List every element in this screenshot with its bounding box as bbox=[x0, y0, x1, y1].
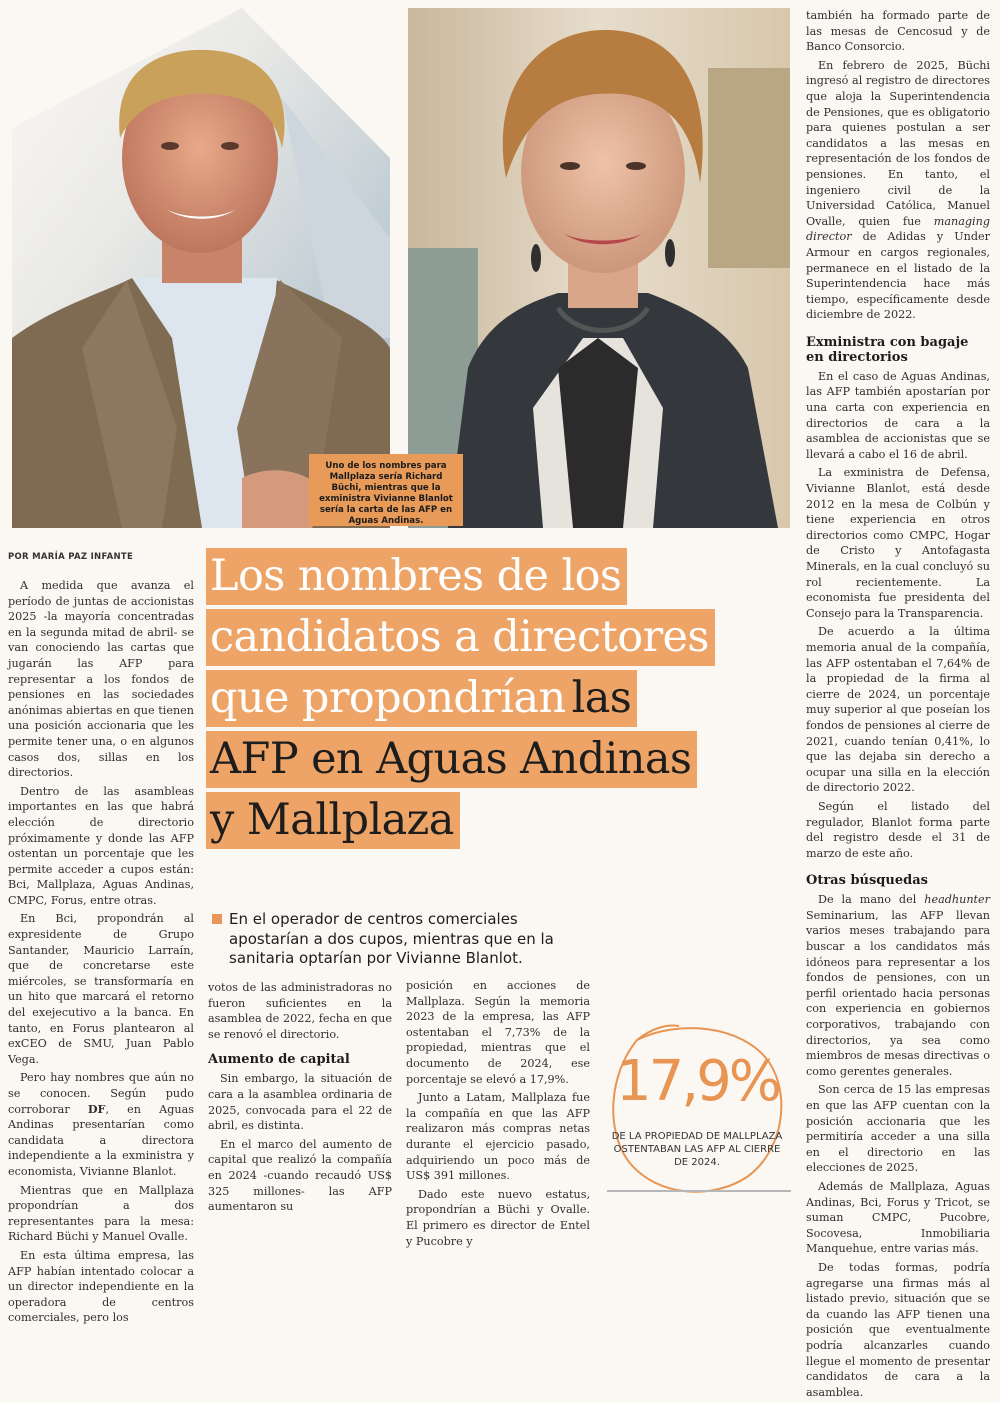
text-run: Pero hay nombres que aún no se conocen. Según pudo corroborar bbox=[8, 1071, 194, 1116]
subhead-exministra: Exministra con bagaje en directorios bbox=[806, 334, 969, 365]
subhead-aumento-capital: Aumento de capital bbox=[208, 1052, 350, 1068]
photo-vivianne-blanlot bbox=[408, 8, 790, 528]
body-column-1 bbox=[8, 578, 194, 1329]
df-mention: DF bbox=[87, 1101, 106, 1116]
body-column-4 bbox=[806, 8, 990, 1403]
headline-line-4: AFP en Aguas Andinas bbox=[206, 731, 697, 788]
headline-line-3-light: que propondrían bbox=[206, 670, 572, 727]
paragraph: En esta última empresa, las AFP habían intentado colocar a un director independiente en la operadora de centros comerciales, pero los bbox=[8, 1248, 194, 1325]
photo-richard-buchi bbox=[12, 8, 390, 528]
paragraph bbox=[806, 58, 990, 323]
text-run: de Adidas y Under Armour en cargos regionales, permanece en el listado de la Superintendencia hace más tiempo, específicamente desde diciembre de 2022. bbox=[806, 230, 990, 322]
paragraph: votos de las administradoras no fueron suficientes en la asamblea de 2022, fecha en que se renovó el directorio. bbox=[208, 981, 392, 1041]
paragraph: Según el listado del regulador, Blanlot forma parte del registro desde el 31 de marzo de este año. bbox=[806, 799, 990, 860]
deck-bullet-icon bbox=[212, 914, 222, 924]
headline-line-2: candidatos a directores bbox=[206, 609, 715, 666]
paragraph: Mientras que en Mallplaza propondrían a dos representantes para la mesa: Richard Büchi y Manuel Ovalle. bbox=[8, 1183, 194, 1244]
deck bbox=[212, 910, 592, 969]
body-column-2 bbox=[208, 980, 392, 1218]
paragraph: posición en acciones de Mallplaza. Según la memoria 2023 de la empresa, las AFP ostentaban el 7,73% de la propiedad, mientras que el documento de 2024, ese porcentaje se elevó a 17,9%. bbox=[406, 979, 590, 1086]
text-run: De la mano del bbox=[818, 893, 925, 907]
deck-text: En el operador de centros comerciales apostarían a dos cupos, mientras que en la sanitaria optarían por Vivianne Blanlot. bbox=[229, 910, 554, 967]
text-run: Seminarium, las AFP llevan varios meses trabajando para buscar a los candidatos más idóneos para representar a los fondos de pensiones, con un perfil orientado hacia personas con experiencia en gobiernos corporativos, trabajando con directorios, ya sea como miembros de mesas directivas o como gerentes generales. bbox=[806, 908, 990, 1078]
stat-value: 17,9% bbox=[616, 1049, 779, 1114]
paragraph: Sin embargo, la situación de cara a la asamblea ordinaria de 2025, convocada para el 22 de abril, es distinta. bbox=[208, 1072, 392, 1133]
paragraph: Además de Mallplaza, Aguas Andinas, Bci, Forus y Tricot, se suman CMPC, Pucobre, Socovesa, Inmobiliaria Manquehue, entre varias más. bbox=[806, 1179, 990, 1256]
stat-rule bbox=[607, 1190, 791, 1192]
paragraph: Junto a Latam, Mallplaza fue la compañía en que las AFP realizaron más compras netas durante el ejercicio pasado, adquiriendo un poco más de US$ 391 millones. bbox=[406, 1091, 590, 1183]
paragraph: De todas formas, podría agregarse una firmas más al listado previo, situación que se da cuando las AFP tienen una posición que eventualmente podría alcanzarles cuando llegue el momento de presentar candidatos de cara a la asamblea. bbox=[806, 1260, 990, 1399]
subhead-otras-busquedas: Otras búsquedas bbox=[806, 873, 928, 889]
paragraph bbox=[806, 892, 990, 1079]
paragraph: En el marco del aumento de capital que realizó la compañía en 2024 -cuando recaudó US$ 325 millones- las AFP aumentaron su bbox=[208, 1137, 392, 1214]
photo-caption: Uno de los nombres para Mallplaza sería Richard Büchi, mientras que la exministra Vivianne Blanlot sería la carta de las AFP en Aguas Andinas. bbox=[309, 454, 463, 526]
headline-line-5: y Mallplaza bbox=[206, 792, 460, 849]
paragraph: De acuerdo a la última memoria anual de la compañía, las AFP ostentaban el 7,64% de la propiedad de la firma al cierre de 2024, un porcentaje muy superior al que poseían los fondos de pensiones al cierre de 2021, cuando tenían 0,41%, lo que las dejaba sin derecho a ocupar una silla en la elección de directorio 2022. bbox=[806, 625, 990, 795]
headline-line-1: Los nombres de los bbox=[206, 548, 627, 605]
paragraph: Dentro de las asambleas importantes en las que habrá elección de directorio próximamente y donde las AFP ostentan un porcentaje que les permite acceder a cupos están: Bci, Mallplaza, Aguas Andinas, CMPC, Forus, entre otras. bbox=[8, 784, 194, 907]
paragraph: En el caso de Aguas Andinas, las AFP también apostarían por una carta con experiencia en directorios de cara a la asamblea de accionistas que se llevará a cabo el 16 de abril. bbox=[806, 369, 990, 461]
paragraph bbox=[8, 1070, 194, 1179]
byline: POR MARÍA PAZ INFANTE bbox=[8, 552, 134, 562]
text-run: , en Aguas Andinas presentarían como candidata a directora independiente a la exministra y economista, Vivianne Blanlot. bbox=[8, 1102, 194, 1178]
paragraph: Dado este nuevo estatus, propondrían a Büchi y Ovalle. El primero es director de Entel y Pucobre y bbox=[406, 1187, 590, 1248]
paragraph: La exministra de Defensa, Vivianne Blanlot, está desde 2012 en la mesa de Colbún y tiene experiencia en otros directorios como CMPC, Hogar de Cristo y Antofagasta Minerals, en la cual concluyó su rol recientemente. La economista fue presidenta del Consejo para la Transparencia. bbox=[806, 466, 990, 620]
paragraph: también ha formado parte de las mesas de Cencosud y de Banco Consorcio. bbox=[806, 9, 990, 54]
paragraph: Son cerca de 15 las empresas en que las AFP cuentan con la posición accionaria que les permitiría acceder a una silla en el directorio en las elecciones de 2025. bbox=[806, 1083, 990, 1175]
body-column-3 bbox=[406, 978, 590, 1252]
stat-text: DE LA PROPIEDAD DE MALLPLAZA OSTENTABAN LAS AFP AL CIERRE DE 2024. bbox=[611, 1131, 783, 1168]
headline-line-3-dark: las bbox=[572, 670, 638, 727]
text-run-italic: managing director bbox=[806, 214, 990, 244]
paragraph: A medida que avanza el período de juntas de accionistas 2025 -la mayoría concentradas en la segunda mitad de abril- se van conociendo las cartas que jugarán las AFP para representar a los fondos de pensiones en las sociedades anónimas abiertas en que tienen una posición accionaria que les permite tener una, o en algunos casos dos, sillas en los directorios. bbox=[8, 579, 194, 780]
paragraph: En Bci, propondrán al expresidente de Grupo Santander, Mauricio Larraín, que de concretarse este miércoles, se transformaría en un hito que marcará el retorno del exejecutivo a la banca. En tanto, en Forus plantearon al exCEO de SMU, Juan Pablo Vega. bbox=[8, 912, 194, 1066]
text-run: En febrero de 2025, Büchi ingresó al registro de directores que aloja la Superintendencia de Pensiones, que es obligatorio para quienes postulan a ser candidatos a las mesas en representación de los fondos de pensiones. En tanto, el ingeniero civil de la Universidad Católica, Manuel Ovalle, quien fue bbox=[806, 58, 990, 228]
text-run-italic: headhunter bbox=[924, 893, 990, 907]
headline bbox=[206, 548, 766, 853]
